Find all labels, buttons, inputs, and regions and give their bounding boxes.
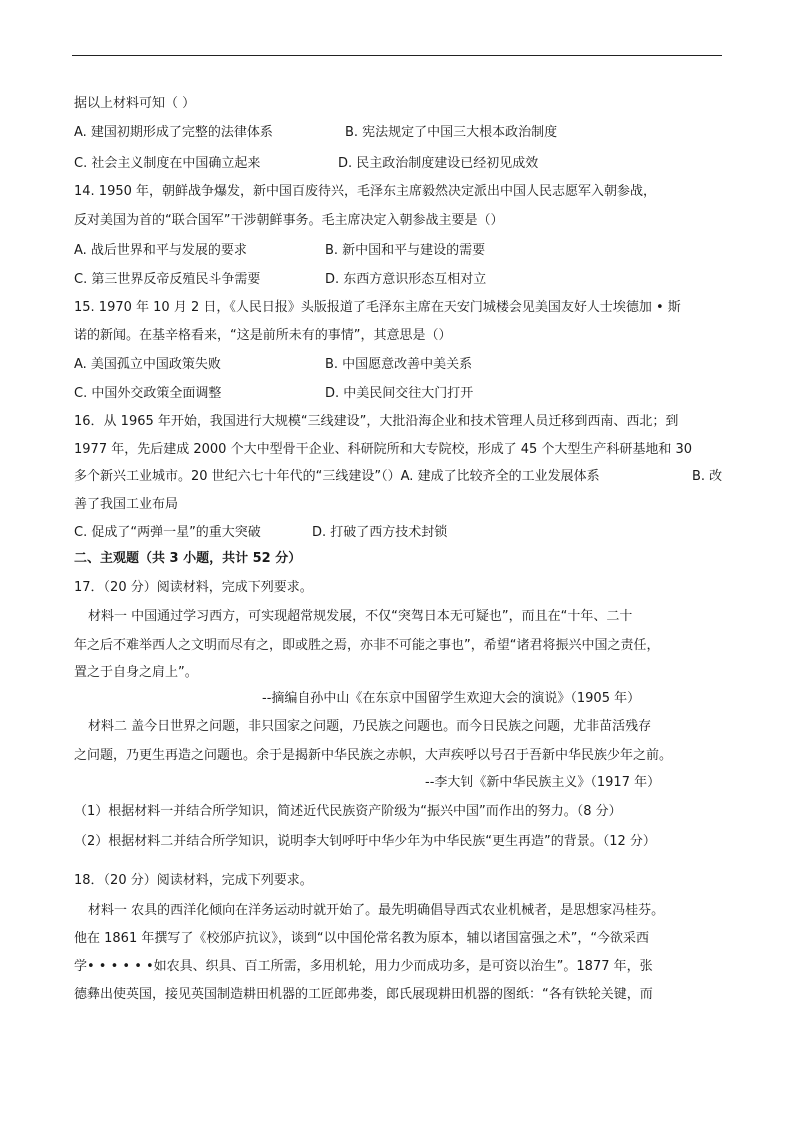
q16-stem-line1: 16．从 1965 年开始，我国进行大规模“三线建设”，大批沿海企业和技术管理人员迁移到西南、西北；到	[74, 414, 679, 429]
q17-question1: （1）根据材料一并结合所学知识，简述近代民族资产阶级为“振兴中国”而作出的努力。（8 分）	[74, 804, 622, 819]
q14-stem-line2: 反对美国为首的“联合国军”干涉朝鲜事务。毛主席决定入朝参战主要是（）	[74, 213, 504, 228]
q15-option-c: C. 中国外交政策全面调整	[74, 386, 222, 401]
q16-option-c: C. 促成了“两弹一星”的重大突破	[74, 525, 261, 540]
q18-material1-line3: 学• • • • • •如农具、织具、百工所需，多用机轮，用力少而成功多，是可资以治生”。1877 年，张	[74, 959, 653, 974]
q17-material1-source: --摘编自孙中山《在东京中国留学生欢迎大会的演说》（1905 年）	[262, 691, 641, 706]
q16-stem-line2: 1977 年，先后建成 2000 个大中型骨干企业、科研院所和大专院校，形成了 45 个大型生产科研基地和 30	[74, 442, 693, 457]
q13-stem: 据以上材料可知（ ）	[74, 96, 196, 111]
q17-material2-line2: 之问题，乃更生再造之问题也。余于是揭新中华民族之赤帜，大声疾呼以号召于吾新中华民族少年之前。	[74, 748, 673, 763]
q14-option-a: A. 战后世界和平与发展的要求	[74, 243, 247, 258]
q18-material1-line4: 德彝出使英国，接见英国制造耕田机器的工匠郎弗娄，郎氏展现耕田机器的图纸：“各有铁轮关键，而	[74, 987, 653, 1002]
q17-question2: （2）根据材料二并结合所学知识，说明李大钊呼吁中华少年为中华民族“更生再造”的背景。（12 分）	[74, 834, 656, 849]
q17-material1-line1: 材料一 中国通过学习西方，可实现超常规发展，不仅“突驾日本无可疑也”，而且在“十年、二十	[88, 609, 633, 624]
q13-option-d: D. 民主政治制度建设已经初见成效	[338, 156, 539, 171]
q18-material1-line2: 他在 1861 年撰写了《校邠庐抗议》，谈到“以中国伦常名教为原本，辅以诸国富强之术”，“今欲采西	[74, 931, 650, 946]
q18-material1-line1: 材料一 农具的西洋化倾向在洋务运动时就开始了。最先明确倡导西式农业机械者，是思想家冯桂芬。	[88, 903, 665, 918]
q16-stem-line4: 善了我国工业布局	[74, 497, 179, 512]
q13-option-c: C. 社会主义制度在中国确立起来	[74, 156, 261, 171]
q17-material1-line3: 置之于自身之肩上”。	[74, 665, 198, 680]
q15-option-b: B. 中国愿意改善中美关系	[325, 357, 473, 372]
q16-option-b-start: B. 改	[692, 469, 723, 484]
header-rule	[72, 55, 722, 56]
q15-option-d: D. 中美民间交往大门打开	[325, 386, 474, 401]
q15-option-a: A. 美国孤立中国政策失败	[74, 357, 221, 372]
q17-material1-line2: 年之后不难举西人之文明而尽有之，即或胜之焉，亦非不可能之事也”，希望“诸君将振兴中国之责任，	[74, 638, 660, 653]
q14-option-b: B. 新中国和平与建设的需要	[325, 243, 486, 258]
q16-option-d: D. 打破了西方技术封锁	[312, 525, 448, 540]
q13-option-b: B. 宪法规定了中国三大根本政治制度	[345, 125, 558, 140]
q14-stem-line1: 14. 1950 年，朝鲜战争爆发，新中国百废待兴，毛泽东主席毅然决定派出中国人民志愿军入朝参战，	[74, 184, 657, 199]
q14-option-d: D. 东西方意识形态互相对立	[325, 272, 487, 287]
q15-stem-line1: 15. 1970 年 10 月 2 日，《人民日报》头版报道了毛泽东主席在天安门城楼会见美国友好人士埃德加 • 斯	[74, 300, 681, 315]
q18-heading: 18．（20 分）阅读材料，完成下列要求。	[74, 873, 313, 888]
q17-material2-source: --李大钊《新中华民族主义》（1917 年）	[425, 775, 661, 790]
section-heading: 二、主观题（共 3 小题，共计 52 分）	[74, 551, 302, 566]
q17-heading: 17．（20 分）阅读材料，完成下列要求。	[74, 580, 313, 595]
q14-option-c: C. 第三世界反帝反殖民斗争需要	[74, 272, 261, 287]
q17-material2-line1: 材料二 盖今日世界之问题，非只国家之问题，乃民族之问题也。而今日民族之问题，尤非苗活残存	[88, 719, 652, 734]
q16-stem-line3: 多个新兴工业城市。20 世纪六七十年代的“三线建设”（）A. 建成了比较齐全的工业发展体系	[74, 469, 600, 484]
q15-stem-line2: 诺的新闻。在基辛格看来，“这是前所未有的事情”，其意思是（）	[74, 328, 452, 343]
q13-option-a: A. 建国初期形成了完整的法律体系	[74, 125, 273, 140]
